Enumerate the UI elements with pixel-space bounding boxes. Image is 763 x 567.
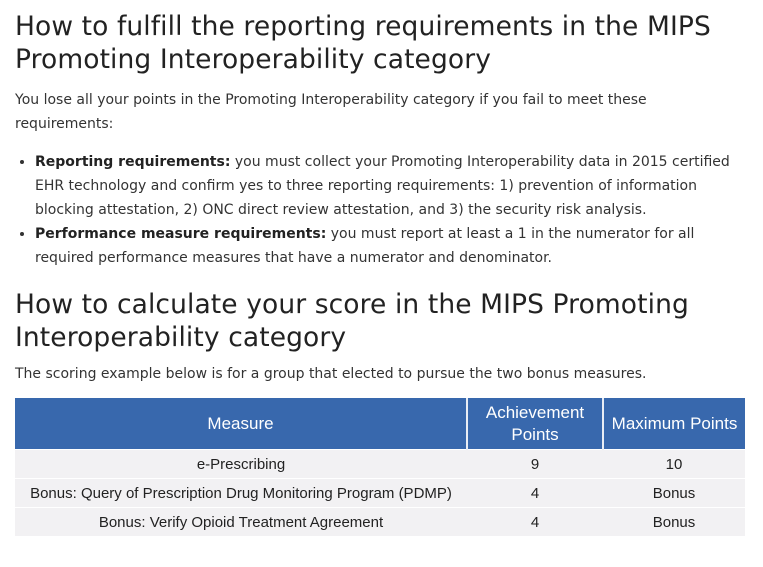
bullet-text: you must report at least a 1 in the numerator for all required performance measures that have a numerator and denominator. [35, 226, 695, 266]
header-maximum: Maximum Points [603, 398, 745, 450]
header-measure: Measure [15, 398, 467, 450]
cell: Bonus [603, 479, 745, 508]
section-heading-score: How to calculate your score in the MIPS Promoting Interoperability category [15, 289, 689, 353]
bullet-text: you must collect your Promoting Interoperability data in 2015 certified EHR technology and confirm yes to three reporting requirements: 1) prevention of information blocking attestation, 2) ONC direct review attestation, and 3) the security risk analysis. [35, 154, 730, 218]
table-row [15, 450, 745, 479]
header-achievement: Achievement Points [467, 398, 603, 450]
reporting-intro: You lose all your points in the Promoting Interoperability category if you fail to meet these requirements: [15, 92, 647, 132]
section-heading-reporting: How to fulfill the reporting requirements in the MIPS Promoting Interoperability category [15, 11, 711, 75]
table-row [15, 479, 745, 508]
score-intro: The scoring example below is for a group that elected to pursue the two bonus measures. [15, 366, 647, 382]
table-row [15, 508, 745, 537]
cell: Bonus: Verify Opioid Treatment Agreement [15, 508, 467, 537]
table-header [15, 398, 745, 450]
cell: 9 [467, 450, 603, 479]
cell: 10 [603, 450, 745, 479]
cell: 4 [467, 508, 603, 537]
requirements-list [15, 150, 748, 270]
list-item [35, 150, 748, 222]
bullet-label: Reporting requirements: [35, 154, 231, 170]
bullet-label: Performance measure requirements: [35, 226, 327, 242]
cell: Bonus: Query of Prescription Drug Monitoring Program (PDMP) [15, 479, 467, 508]
cell: 4 [467, 479, 603, 508]
cell: e-Prescribing [15, 450, 467, 479]
cell: Bonus [603, 508, 745, 537]
scoring-table [15, 398, 745, 536]
list-item [35, 222, 748, 270]
